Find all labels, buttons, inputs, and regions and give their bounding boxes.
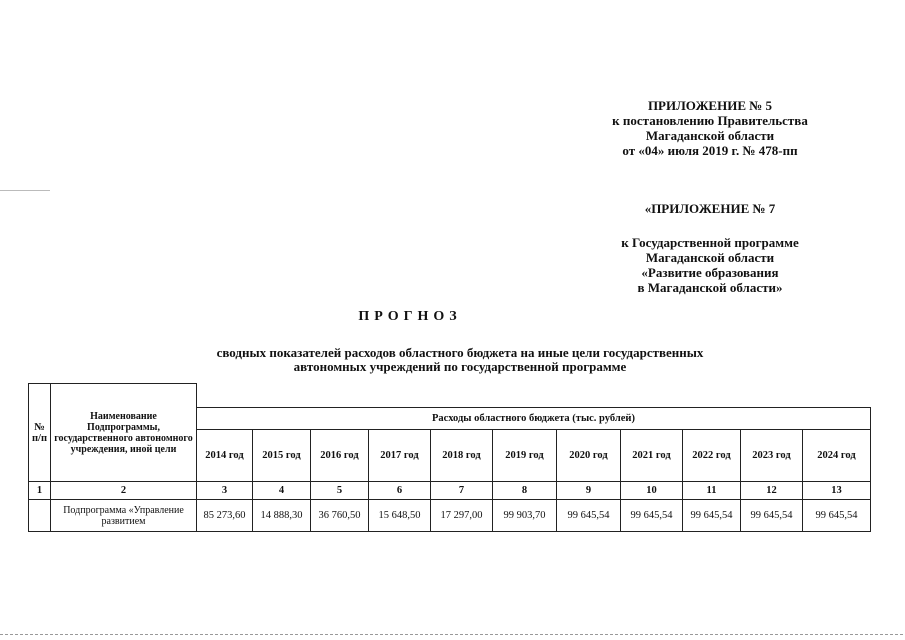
row-num	[29, 500, 51, 532]
index-row	[29, 482, 871, 500]
value-cell: 99 645,54	[803, 500, 871, 532]
year-header: 2019 год	[493, 430, 557, 482]
year-header: 2023 год	[741, 430, 803, 482]
column-index-cell: 2	[51, 482, 197, 500]
appendix-7-line: Магаданской области	[645, 250, 775, 265]
year-header: 2014 год	[197, 430, 253, 482]
value-cell: 99 903,70	[493, 500, 557, 532]
year-header: 2022 год	[683, 430, 741, 482]
value-cell: 85 273,60	[197, 500, 253, 532]
year-header: 2020 год	[557, 430, 621, 482]
column-index-cell: 10	[621, 482, 683, 500]
column-index-cell: 1	[29, 482, 51, 500]
value-cell: 14 888,30	[253, 500, 311, 532]
appendix-7-line: «Развитие образования	[641, 265, 779, 280]
appendix-7-line: в Магаданской области»	[637, 280, 783, 295]
column-index-cell: 7	[431, 482, 493, 500]
header-expenses-group: Расходы областного бюджета (тыс. рублей)	[197, 408, 871, 430]
appendix-5-line: ПРИЛОЖЕНИЕ № 5	[647, 98, 773, 113]
value-cell: 15 648,50	[369, 500, 431, 532]
year-header: 2016 год	[311, 430, 369, 482]
column-index-cell: 11	[683, 482, 741, 500]
appendix-5-line: Магаданской области	[645, 128, 775, 143]
value-cell: 99 645,54	[621, 500, 683, 532]
column-index-cell: 12	[741, 482, 803, 500]
year-header: 2024 год	[803, 430, 871, 482]
value-cell: 36 760,50	[311, 500, 369, 532]
appendix-5-header	[575, 98, 845, 158]
forecast-table	[28, 383, 871, 532]
year-header: 2021 год	[621, 430, 683, 482]
column-index-cell: 3	[197, 482, 253, 500]
header-name: Наименование Подпрограммы, государственного автономного учреждения, иной цели	[51, 384, 197, 482]
year-header: 2015 год	[253, 430, 311, 482]
row-name: Подпрограмма «Управление развитием	[51, 500, 197, 532]
year-header: 2017 год	[369, 430, 431, 482]
column-index-cell: 8	[493, 482, 557, 500]
column-index-cell: 13	[803, 482, 871, 500]
value-cell: 17 297,00	[431, 500, 493, 532]
scan-artifact	[0, 190, 50, 191]
year-header: 2018 год	[431, 430, 493, 482]
header-num: № п/п	[29, 384, 51, 482]
column-index-cell: 6	[369, 482, 431, 500]
appendix-7-line: «ПРИЛОЖЕНИЕ № 7	[644, 201, 776, 216]
appendix-5-line: от «04» июля 2019 г. № 478-пп	[622, 143, 798, 158]
subtitle-line: автономных учреждений по государственной программе	[293, 359, 627, 374]
scan-artifact	[0, 634, 905, 635]
appendix-7-line: к Государственной программе	[621, 235, 799, 250]
appendix-7-header	[575, 201, 845, 295]
table-row	[29, 500, 871, 532]
column-index-cell: 5	[311, 482, 369, 500]
value-cell: 99 645,54	[683, 500, 741, 532]
value-cell: 99 645,54	[557, 500, 621, 532]
value-cell: 99 645,54	[741, 500, 803, 532]
document-title: ПРОГНОЗ	[358, 309, 462, 324]
column-index-cell: 4	[253, 482, 311, 500]
column-index-cell: 9	[557, 482, 621, 500]
appendix-5-line: к постановлению Правительства	[612, 113, 808, 128]
subtitle-line: сводных показателей расходов областного бюджета на иные цели государственных	[216, 345, 704, 360]
document-subtitle	[140, 346, 780, 374]
